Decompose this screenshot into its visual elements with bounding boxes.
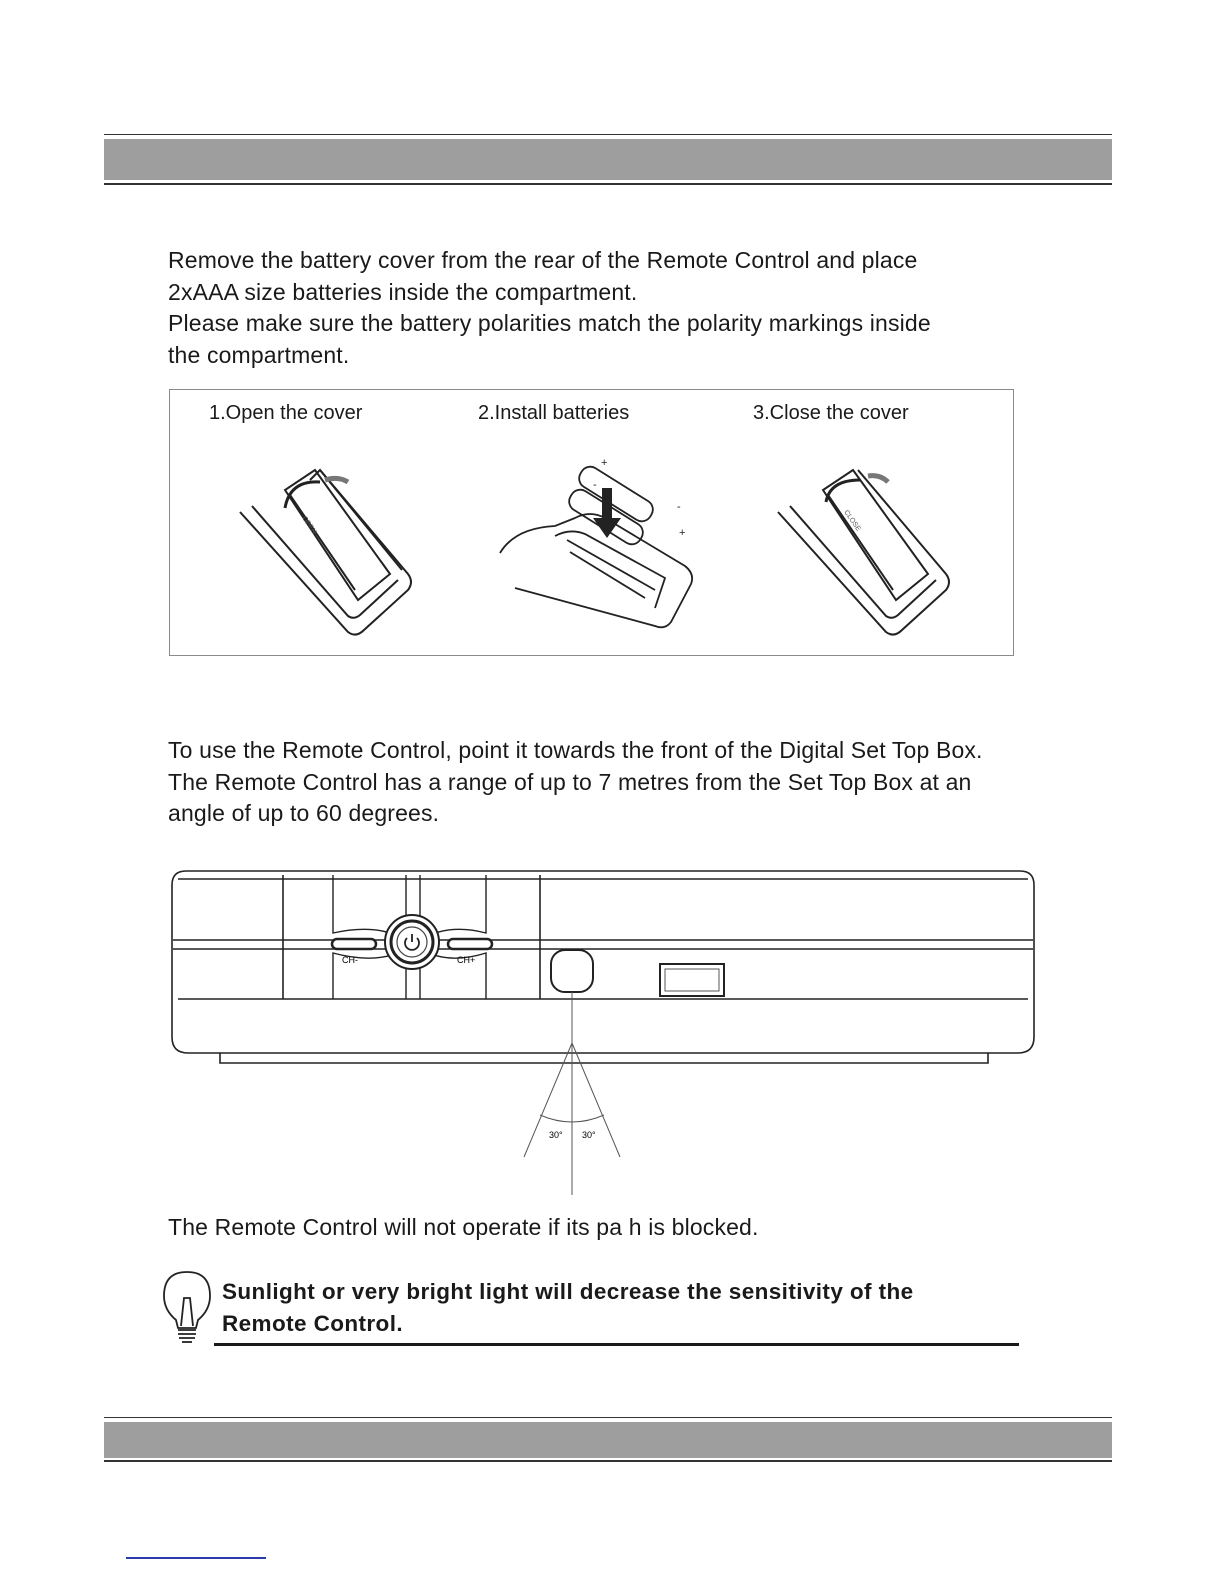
- minus-marking-right: -: [677, 501, 681, 513]
- step-2-label: 2.Install batteries: [478, 402, 630, 424]
- note-underline: [214, 1343, 1019, 1346]
- header-bottom-rule: [104, 183, 1112, 185]
- battery-line-3: Please make sure the battery polarities match the polarity markings inside: [168, 310, 931, 336]
- step-1-label: 1.Open the cover: [209, 402, 363, 424]
- set-top-box-diagram: [168, 865, 1040, 1200]
- ch-plus-button: [448, 939, 492, 949]
- open-cover-marking: OPEN: [300, 515, 318, 536]
- footer-top-rule: [104, 1417, 1112, 1418]
- footer-bottom-rule: [104, 1460, 1112, 1462]
- usage-line-1: To use the Remote Control, point it towards the front of the Digital Set Top Box.: [168, 737, 983, 763]
- usage-line-2: The Remote Control has a range of up to 7 metres from the Set Top Box at an: [168, 768, 972, 795]
- usage-line-3: angle of up to 60 degrees.: [168, 800, 440, 826]
- step-3-label: 3.Close the cover: [753, 402, 909, 424]
- angle-left-label: 30°: [549, 1130, 563, 1140]
- blocked-path-text: The Remote Control will not operate if its pa h is blocked.: [168, 1214, 759, 1240]
- footer-bar: [104, 1422, 1112, 1458]
- note-line-2: Remote Control.: [222, 1311, 404, 1336]
- open-cover-illustration: [230, 450, 430, 640]
- ch-plus-label: CH+: [457, 955, 476, 965]
- plus-marking-bottom: +: [679, 527, 686, 539]
- note-text: [222, 1276, 914, 1340]
- close-cover-illustration: [768, 450, 968, 640]
- install-batteries-illustration: [495, 458, 705, 638]
- note-line-1: Sunlight or very bright light will decrease the sensitivity of the: [222, 1279, 914, 1304]
- plus-marking-top: +: [601, 458, 608, 469]
- remote-usage-text: [168, 735, 983, 830]
- battery-line-2: 2xAAA size batteries inside the compartment.: [168, 278, 638, 305]
- battery-line-4: the compartment.: [168, 341, 350, 368]
- angle-right-label: 30°: [582, 1130, 596, 1140]
- battery-line-1: Remove the battery cover from the rear of the Remote Control and place: [168, 247, 918, 273]
- close-cover-marking: CLOSE: [842, 509, 862, 533]
- footer-link-underline: [126, 1557, 266, 1559]
- minus-marking-left: -: [593, 479, 597, 491]
- header-top-rule: [104, 134, 1112, 135]
- battery-install-text: [168, 245, 931, 371]
- ir-receiver-window: [551, 950, 593, 992]
- header-bar: [104, 139, 1112, 180]
- ch-minus-button: [332, 939, 376, 949]
- lightbulb-icon: [160, 1268, 214, 1348]
- battery-steps-figure: [169, 389, 1014, 656]
- ch-minus-label: CH-: [342, 955, 358, 965]
